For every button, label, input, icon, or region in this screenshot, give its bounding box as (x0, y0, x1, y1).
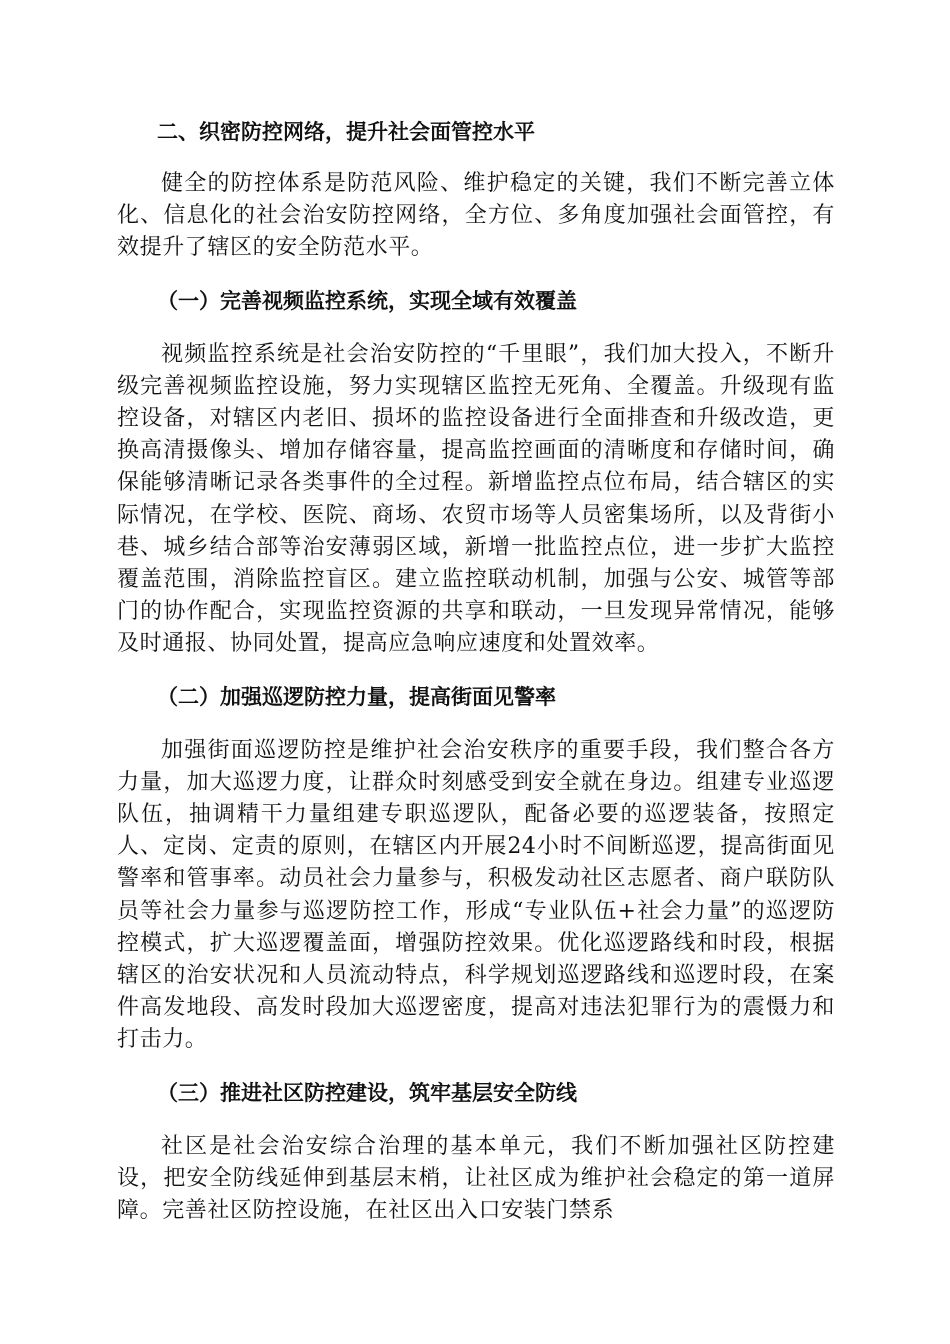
paragraph-network: 健全的防控体系是防范风险、维护稳定的关键，我们不断完善立体化、信息化的社会治安防控网络，全方位、多角度加强社会面管控，有效提升了辖区的安全防范水平。 (117, 171, 835, 261)
section-heading-network: 二、织密防控网络，提升社会面管控水平 (157, 120, 535, 144)
subsection-heading-community: （三）推进社区防控建设，筑牢基层安全防线 (157, 1080, 577, 1105)
subsection-heading-patrol: （二）加强巡逻防控力量，提高街面见警率 (157, 684, 556, 709)
paragraph-patrol: 加强街面巡逻防控是维护社会治安秩序的重要手段，我们整合各方力量，加大巡逻力度，让群众时刻感受到安全就在身边。组建专业巡逻队伍，抽调精干力量组建专职巡逻队，配备必要的巡逻装备，按照定人、定岗、定责的原则，在辖区内开展24小时不间断巡逻，提高街面见警率和管事率。动员社会力量参与，积极发动社区志愿者、商户联防队员等社会力量参与巡逻防控工作，形成“专业队伍+社会力量”的巡逻防控模式，扩大巡逻覆盖面，增强防控效果。优化巡逻路线和时段，根据辖区的治安状况和人员流动特点，科学规划巡逻路线和巡逻时段，在案件高发地段、高发时段加大巡逻密度，提高对违法犯罪行为的震慑力和打击力。 (117, 737, 835, 1053)
paragraph-video: 视频监控系统是社会治安防控的“千里眼”，我们加大投入，不断升级完善视频监控设施，努力实现辖区监控无死角、全覆盖。升级现有监控设备，对辖区内老旧、损坏的监控设备进行全面排查和升级改造，更换高清摄像头、增加存储容量，提高监控画面的清晰度和存储时间，确保能够清晰记录各类事件的全过程。新增监控点位布局，结合辖区的实际情况，在学校、医院、商场、农贸市场等人员密集场所，以及背街小巷、城乡结合部等治安薄弱区域，新增一批监控点位，进一步扩大监控覆盖范围，消除监控盲区。建立监控联动机制，加强与公安、城管等部门的协作配合，实现监控资源的共享和联动，一旦发现异常情况，能够及时通报、协同处置，提高应急响应速度和处置效率。 (117, 341, 835, 657)
paragraph-community: 社区是社会治安综合治理的基本单元，我们不断加强社区防控建设，把安全防线延伸到基层末梢，让社区成为维护社会稳定的第一道屏障。完善社区防控设施，在社区出入口安装门禁系 (117, 1133, 835, 1224)
subsection-heading-video: （一）完善视频监控系统，实现全域有效覆盖 (157, 288, 577, 313)
document-page (117, 100, 835, 1227)
